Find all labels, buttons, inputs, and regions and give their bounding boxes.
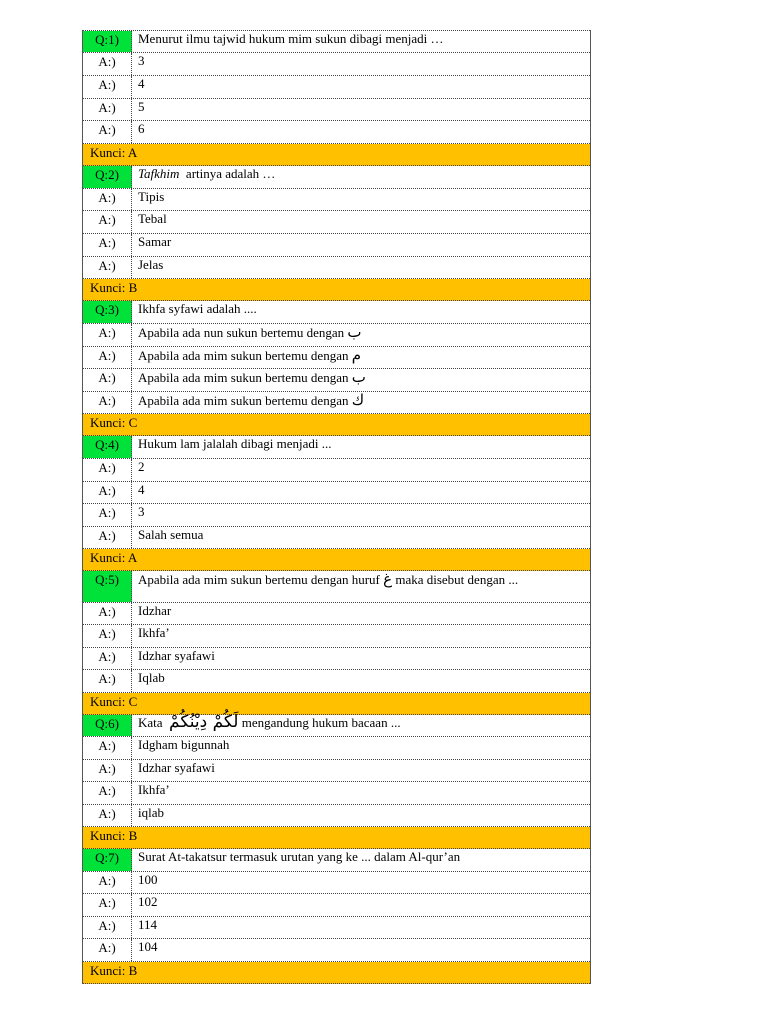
question-text: Surat At-takatsur termasuk urutan yang ke ... dalam Al-qur’an xyxy=(138,849,461,864)
answer-key: Kunci: A xyxy=(83,549,590,571)
option-label: A:) xyxy=(83,917,132,938)
question-text xyxy=(132,571,590,602)
question-row xyxy=(83,166,590,189)
option-label: A:) xyxy=(83,121,132,143)
question-number: Q:5) xyxy=(83,571,132,602)
option-text: 104 xyxy=(138,939,158,954)
option-row xyxy=(83,527,590,549)
option-row xyxy=(83,760,590,782)
option-text: Ikhfa’ xyxy=(138,625,170,640)
option-label: A:) xyxy=(83,527,132,548)
option-label: A:) xyxy=(83,76,132,98)
question-text: Menurut ilmu tajwid hukum mim sukun dibagi menjadi … xyxy=(138,31,444,46)
option-label: A:) xyxy=(83,648,132,669)
option-row xyxy=(83,872,590,894)
option-text: Iqlab xyxy=(138,670,165,685)
option-label: A:) xyxy=(83,257,132,278)
question-number: Q:2) xyxy=(83,166,132,188)
option-label: A:) xyxy=(83,324,132,346)
arabic-letter: غ xyxy=(383,570,393,588)
question-row xyxy=(83,301,590,324)
option-row xyxy=(83,121,590,144)
option-row xyxy=(83,648,590,670)
question-text: Hukum lam jalalah dibagi menjadi ... xyxy=(138,436,332,451)
question-text-before: Kata xyxy=(138,715,163,730)
option-label: A:) xyxy=(83,894,132,916)
option-row xyxy=(83,234,590,257)
quiz-table xyxy=(82,30,591,984)
option-label: A:) xyxy=(83,459,132,481)
answer-key: Kunci: B xyxy=(83,962,590,984)
option-row xyxy=(83,257,590,279)
option-text-latin: Apabila ada mim sukun bertemu dengan xyxy=(138,348,349,363)
option-label: A:) xyxy=(83,670,132,692)
option-label: A:) xyxy=(83,504,132,526)
option-label: A:) xyxy=(83,347,132,368)
option-text-latin: Apabila ada mim sukun bertemu dengan xyxy=(138,393,349,408)
option-row xyxy=(83,459,590,482)
option-text: Idzhar xyxy=(138,603,172,618)
question-text: Ikhfa syfawi adalah .... xyxy=(138,301,257,316)
option-text: 114 xyxy=(138,917,158,932)
option-row xyxy=(83,76,590,99)
question-row xyxy=(83,436,590,459)
option-label: A:) xyxy=(83,872,132,893)
option-label: A:) xyxy=(83,939,132,961)
arabic-phrase: لَكُمْ دِيْنُكُمْ xyxy=(169,712,239,732)
option-label: A:) xyxy=(83,482,132,503)
option-row xyxy=(83,482,590,504)
option-label: A:) xyxy=(83,211,132,233)
option-label: A:) xyxy=(83,99,132,120)
answer-key: Kunci: C xyxy=(83,414,590,436)
answer-key: Kunci: B xyxy=(83,279,590,301)
option-text xyxy=(132,392,590,413)
option-row xyxy=(83,805,590,827)
option-text: 102 xyxy=(138,894,158,909)
option-row xyxy=(83,894,590,917)
question-text-rest: artinya adalah … xyxy=(179,166,276,181)
option-text: Salah semua xyxy=(138,527,204,542)
answer-key: Kunci: A xyxy=(83,144,590,166)
option-row xyxy=(83,625,590,648)
option-row xyxy=(83,53,590,76)
option-text: Samar xyxy=(138,234,172,249)
option-text: Tebal xyxy=(138,211,167,226)
option-row xyxy=(83,917,590,939)
question-row xyxy=(83,849,590,872)
option-text: Idgham bigunnah xyxy=(138,737,230,752)
option-text: 3 xyxy=(138,504,145,519)
option-row xyxy=(83,211,590,234)
option-label: A:) xyxy=(83,392,132,413)
answer-key: Kunci: C xyxy=(83,693,590,715)
option-row xyxy=(83,392,590,414)
option-text xyxy=(132,324,590,346)
option-text: 6 xyxy=(138,121,145,136)
option-label: A:) xyxy=(83,53,132,75)
arabic-letter: ب xyxy=(347,323,362,341)
option-text: Jelas xyxy=(138,257,164,272)
option-text: 3 xyxy=(138,53,145,68)
option-text: 2 xyxy=(138,459,145,474)
arabic-letter: ك xyxy=(351,391,365,409)
question-row xyxy=(83,712,590,737)
option-text: iqlab xyxy=(138,805,164,820)
question-text xyxy=(132,712,590,736)
option-label: A:) xyxy=(83,737,132,759)
option-text: 100 xyxy=(138,872,158,887)
question-row xyxy=(83,571,590,603)
option-row xyxy=(83,324,590,347)
option-row xyxy=(83,189,590,211)
option-text xyxy=(132,369,590,391)
option-row xyxy=(83,603,590,625)
option-row xyxy=(83,99,590,121)
option-text: 4 xyxy=(138,76,145,91)
arabic-letter: م xyxy=(351,346,362,364)
option-label: A:) xyxy=(83,369,132,391)
question-text-after: mengandung hukum bacaan ... xyxy=(241,715,401,730)
option-label: A:) xyxy=(83,782,132,804)
answer-key: Kunci: B xyxy=(83,827,590,849)
question-text-after: maka disebut dengan ... xyxy=(395,572,519,587)
option-text-latin: Apabila ada mim sukun bertemu dengan xyxy=(138,370,349,385)
option-row xyxy=(83,670,590,693)
option-label: A:) xyxy=(83,625,132,647)
question-text-italic: Tafkhim xyxy=(138,166,180,181)
option-label: A:) xyxy=(83,603,132,624)
option-row xyxy=(83,737,590,760)
question-number: Q:6) xyxy=(83,715,132,736)
question-number: Q:4) xyxy=(83,436,132,458)
option-row xyxy=(83,782,590,805)
question-text xyxy=(132,166,590,188)
option-label: A:) xyxy=(83,805,132,826)
option-text: Idzhar syafawi xyxy=(138,648,215,663)
question-row xyxy=(83,30,590,53)
option-text: 5 xyxy=(138,99,145,114)
option-row xyxy=(83,347,590,369)
option-text: 4 xyxy=(138,482,145,497)
option-text: Ikhfa’ xyxy=(138,782,170,797)
option-text xyxy=(132,347,590,368)
option-label: A:) xyxy=(83,760,132,781)
option-label: A:) xyxy=(83,189,132,210)
option-label: A:) xyxy=(83,234,132,256)
option-text-latin: Apabila ada nun sukun bertemu dengan xyxy=(138,325,345,340)
question-text-before: Apabila ada mim sukun bertemu dengan huruf xyxy=(138,572,380,587)
option-text: Tipis xyxy=(138,189,165,204)
question-number: Q:7) xyxy=(83,849,132,871)
option-row xyxy=(83,369,590,392)
question-number: Q:1) xyxy=(83,31,132,52)
option-text: Idzhar syafawi xyxy=(138,760,215,775)
option-row xyxy=(83,939,590,962)
option-row xyxy=(83,504,590,527)
arabic-letter: ب xyxy=(351,368,366,386)
question-number: Q:3) xyxy=(83,301,132,323)
